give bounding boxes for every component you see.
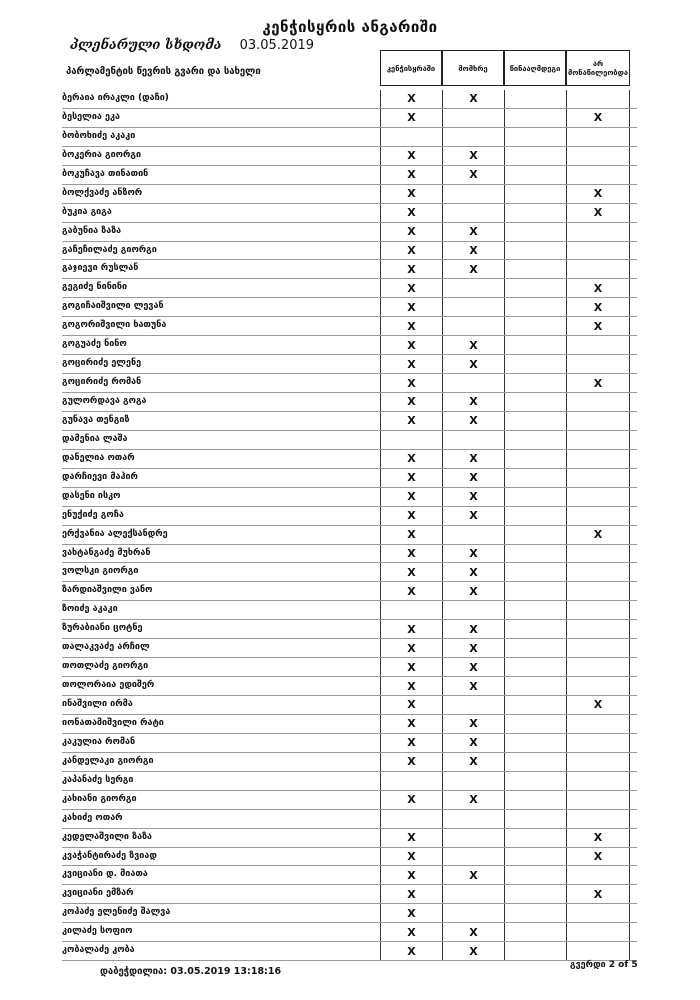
- vote-mark: X: [380, 317, 442, 335]
- vote-mark: [504, 147, 566, 165]
- member-name: გოგიჩაიშვილი ლევან: [62, 301, 164, 312]
- vote-mark: X: [442, 90, 504, 108]
- vote-mark: X: [442, 923, 504, 941]
- table-row: [62, 582, 637, 601]
- member-name: ერქვანია ალექსანდრე: [62, 528, 168, 539]
- vote-mark: [566, 147, 630, 165]
- vote-mark: [566, 715, 630, 733]
- vote-mark: X: [380, 848, 442, 866]
- vote-mark: X: [566, 526, 630, 544]
- vote-mark: X: [380, 279, 442, 297]
- vote-mark: [504, 810, 566, 828]
- session-name: პლენარული სხდომა: [70, 38, 222, 53]
- table-row: [62, 185, 637, 204]
- table-row: [62, 317, 637, 336]
- vote-mark: X: [380, 526, 442, 544]
- vote-mark: [504, 260, 566, 278]
- table-row: [62, 639, 637, 658]
- table-row: [62, 753, 637, 772]
- vote-mark: [566, 810, 630, 828]
- table-row: [62, 734, 637, 753]
- vote-mark: X: [380, 753, 442, 771]
- vote-mark: X: [380, 260, 442, 278]
- vote-mark: X: [380, 469, 442, 487]
- vote-mark: [504, 109, 566, 127]
- vote-mark: [504, 545, 566, 563]
- vote-mark: [566, 223, 630, 241]
- vote-mark: [566, 639, 630, 657]
- vote-mark: [566, 469, 630, 487]
- session-line: [70, 38, 314, 53]
- vote-mark: X: [566, 204, 630, 222]
- vote-mark: X: [380, 223, 442, 241]
- table-row: [62, 488, 637, 507]
- table-row: [62, 279, 637, 298]
- member-name: კედელაშვილი ზაზა: [62, 831, 153, 842]
- report-title: კენჭისყრის ანგარიში: [262, 18, 438, 36]
- vote-mark: [380, 431, 442, 449]
- member-name: დასენი ისკო: [62, 490, 121, 501]
- printed-info: [100, 966, 281, 977]
- vote-mark: X: [380, 829, 442, 847]
- vote-mark: [442, 696, 504, 714]
- vote-mark: X: [380, 885, 442, 903]
- vote-mark: X: [566, 279, 630, 297]
- table-row: [62, 336, 637, 355]
- vote-mark: X: [442, 242, 504, 260]
- vote-mark: [504, 317, 566, 335]
- vote-mark: X: [380, 412, 442, 430]
- vote-mark: X: [566, 109, 630, 127]
- vote-mark: [380, 810, 442, 828]
- vote-mark: [504, 658, 566, 676]
- vote-mark: X: [380, 204, 442, 222]
- vote-mark: [504, 166, 566, 184]
- vote-mark: X: [380, 696, 442, 714]
- member-name: კაკულია რომან: [62, 736, 136, 747]
- vote-mark: [442, 431, 504, 449]
- table-row: [62, 298, 637, 317]
- vote-mark: X: [442, 336, 504, 354]
- session-date: 03.05.2019: [239, 38, 315, 53]
- vote-mark: X: [380, 904, 442, 922]
- vote-mark: X: [442, 866, 504, 884]
- vote-mark: [504, 242, 566, 260]
- vote-mark: [504, 412, 566, 430]
- member-name: კახიძე ოთარ: [62, 812, 123, 823]
- table-row: [62, 696, 637, 715]
- member-name: ბოკუჩავა თინათინ: [62, 168, 149, 179]
- vote-mark: [504, 696, 566, 714]
- vote-mark: X: [380, 147, 442, 165]
- vote-mark: [504, 336, 566, 354]
- vote-mark: X: [442, 450, 504, 468]
- vote-mark: X: [380, 563, 442, 581]
- member-name: კახიანი გიორგი: [62, 793, 137, 804]
- table-row: [62, 204, 637, 223]
- table-row: [62, 90, 637, 109]
- vote-mark: X: [380, 734, 442, 752]
- table-row: [62, 147, 637, 166]
- vote-mark: [504, 128, 566, 146]
- vote-mark: [566, 772, 630, 790]
- vote-mark: [442, 128, 504, 146]
- vote-mark: X: [380, 374, 442, 392]
- member-name: დამენია ლაშა: [62, 433, 128, 444]
- page-number: გვერდი 2 of 5: [570, 960, 638, 970]
- vote-mark: X: [380, 791, 442, 809]
- member-name: ზარდიაშვილი ვანო: [62, 585, 153, 596]
- member-name: გაბუნია ზაზა: [62, 225, 122, 236]
- vote-mark: X: [442, 260, 504, 278]
- vote-mark: X: [442, 507, 504, 525]
- member-name: დანელია ოთარ: [62, 452, 135, 463]
- vote-mark: [442, 204, 504, 222]
- vote-mark: [504, 90, 566, 108]
- vote-mark: [566, 620, 630, 638]
- printed-label: დაბეჭდილია:: [100, 966, 168, 977]
- vote-mark: [442, 109, 504, 127]
- vote-mark: [442, 772, 504, 790]
- vote-mark: [504, 753, 566, 771]
- vote-mark: X: [380, 109, 442, 127]
- vote-mark: [566, 658, 630, 676]
- vote-mark: [442, 848, 504, 866]
- vote-mark: [566, 904, 630, 922]
- vote-mark: X: [442, 147, 504, 165]
- vote-mark: [504, 601, 566, 619]
- member-name: ბერაია ირაკლი (დაჩი): [62, 93, 169, 103]
- member-name: კვიციანი დ. მიათა: [62, 869, 148, 880]
- table-row: [62, 223, 637, 242]
- vote-mark: X: [442, 942, 504, 960]
- vote-mark: [566, 90, 630, 108]
- vote-mark: X: [380, 185, 442, 203]
- column-header-for: მომხრე: [442, 50, 504, 86]
- name-column-header: პარლამენტის წევრის გვარი და სახელი: [66, 66, 261, 77]
- table-row: [62, 563, 637, 582]
- vote-mark: [566, 753, 630, 771]
- table-row: [62, 904, 637, 923]
- vote-mark: [566, 450, 630, 468]
- vote-mark: X: [380, 582, 442, 600]
- vote-mark: X: [566, 185, 630, 203]
- table-row: [62, 715, 637, 734]
- vote-mark: [380, 772, 442, 790]
- vote-mark: [566, 582, 630, 600]
- member-name: ბოლქვაძე ანზორ: [62, 187, 143, 198]
- vote-mark: [566, 166, 630, 184]
- member-name: გუნავა თენგიზ: [62, 414, 130, 425]
- vote-mark: X: [380, 242, 442, 260]
- member-name: ბუკია გიგა: [62, 206, 112, 217]
- vote-mark: [566, 563, 630, 581]
- vote-mark: X: [442, 753, 504, 771]
- vote-mark: [566, 601, 630, 619]
- member-name: გოცირიძე რომან: [62, 377, 142, 388]
- vote-mark: X: [442, 658, 504, 676]
- vote-mark: [504, 450, 566, 468]
- vote-mark: [504, 942, 566, 960]
- vote-mark: [566, 431, 630, 449]
- member-name: კვაჭანტირაძე ზვიად: [62, 850, 157, 861]
- table-row: [62, 772, 637, 791]
- vote-mark: [504, 223, 566, 241]
- vote-mark: [504, 677, 566, 695]
- vote-mark: X: [380, 298, 442, 316]
- table-row: [62, 658, 637, 677]
- vote-mark: [504, 374, 566, 392]
- vote-table: [62, 90, 637, 961]
- vote-mark: X: [566, 298, 630, 316]
- vote-mark: [566, 923, 630, 941]
- table-row: [62, 260, 637, 279]
- vote-mark: X: [380, 488, 442, 506]
- table-row: [62, 431, 637, 450]
- vote-mark: [442, 904, 504, 922]
- vote-mark: X: [442, 355, 504, 373]
- column-header-against: წინააღმდეგი: [504, 50, 566, 86]
- vote-mark: [566, 545, 630, 563]
- vote-mark: [504, 469, 566, 487]
- vote-mark: X: [380, 942, 442, 960]
- table-row: [62, 393, 637, 412]
- member-name: თოთლაძე გიორგი: [62, 661, 149, 672]
- table-row: [62, 866, 637, 885]
- vote-mark: X: [380, 620, 442, 638]
- vote-mark: [504, 488, 566, 506]
- vote-mark: X: [442, 545, 504, 563]
- vote-mark: X: [442, 715, 504, 733]
- vote-mark: X: [442, 677, 504, 695]
- vote-mark: X: [380, 923, 442, 941]
- vote-mark: [442, 185, 504, 203]
- vote-mark: X: [380, 715, 442, 733]
- vote-mark: [566, 336, 630, 354]
- member-name: გულორდავა გოგა: [62, 396, 147, 406]
- table-row: [62, 545, 637, 564]
- vote-mark: [442, 526, 504, 544]
- member-name: ბობოხიძე აკაკი: [62, 130, 136, 141]
- member-name: კილაძე სოფიო: [62, 926, 133, 937]
- vote-mark: [566, 412, 630, 430]
- vote-mark: [504, 639, 566, 657]
- vote-mark: X: [442, 412, 504, 430]
- table-row: [62, 923, 637, 942]
- vote-mark: X: [566, 885, 630, 903]
- vote-mark: [566, 507, 630, 525]
- vote-mark: [504, 185, 566, 203]
- vote-mark: X: [380, 507, 442, 525]
- vote-mark: X: [442, 393, 504, 411]
- member-name: კანდელაკი გიორგი: [62, 755, 154, 766]
- vote-mark: [504, 734, 566, 752]
- table-row: [62, 601, 637, 620]
- vote-mark: [504, 866, 566, 884]
- vote-mark: X: [442, 734, 504, 752]
- vote-mark: [504, 279, 566, 297]
- vote-mark: [504, 904, 566, 922]
- member-name: კობალაძე კობა: [62, 945, 135, 956]
- table-row: [62, 109, 637, 128]
- member-name: თოლორაია ედიშერ: [62, 680, 155, 691]
- vote-mark: [504, 582, 566, 600]
- vote-mark: X: [442, 469, 504, 487]
- vote-mark: X: [380, 336, 442, 354]
- vote-mark: X: [380, 90, 442, 108]
- table-row: [62, 450, 637, 469]
- vote-mark: X: [380, 393, 442, 411]
- vote-mark: [566, 393, 630, 411]
- table-row: [62, 848, 637, 867]
- vote-mark: [380, 601, 442, 619]
- vote-mark: [504, 355, 566, 373]
- table-row: [62, 677, 637, 696]
- vote-mark: [504, 393, 566, 411]
- vote-mark: X: [566, 829, 630, 847]
- member-name: ზურაბიანი ცოტნე: [62, 623, 143, 634]
- vote-mark: [504, 507, 566, 525]
- member-name: თალაკვაძე არჩილ: [62, 642, 150, 653]
- member-name: ენუქიძე გოჩა: [62, 509, 124, 520]
- vote-mark: [442, 317, 504, 335]
- vote-mark: X: [442, 582, 504, 600]
- vote-mark: [504, 715, 566, 733]
- table-row: [62, 526, 637, 545]
- vote-mark: X: [442, 563, 504, 581]
- table-row: [62, 620, 637, 639]
- member-name: გაჯიევი რუსლან: [62, 263, 139, 274]
- vote-mark: [504, 563, 566, 581]
- member-name: გოგუაძე ნინო: [62, 339, 127, 350]
- table-row: [62, 166, 637, 185]
- vote-mark: X: [566, 848, 630, 866]
- table-row: [62, 242, 637, 261]
- vote-mark: [566, 355, 630, 373]
- vote-mark: X: [380, 166, 442, 184]
- vote-mark: [442, 885, 504, 903]
- vote-mark: [504, 431, 566, 449]
- vote-mark: [504, 298, 566, 316]
- vote-mark: [566, 488, 630, 506]
- vote-mark: [504, 526, 566, 544]
- table-row: [62, 829, 637, 848]
- vote-mark: [442, 279, 504, 297]
- member-name: გოცირიძე ელენე: [62, 358, 142, 369]
- member-name: იონათამიშვილი რატი: [62, 717, 164, 728]
- vote-mark: X: [380, 545, 442, 563]
- vote-mark: [566, 242, 630, 260]
- column-header-abstained: არ მონაწილეობდა: [566, 50, 630, 86]
- member-name: ბესელია ეკა: [62, 111, 121, 122]
- vote-mark: X: [442, 166, 504, 184]
- table-row: [62, 374, 637, 393]
- vote-mark: [566, 791, 630, 809]
- member-name: ვოლსკი გიორგი: [62, 566, 139, 577]
- member-name: ინაშვილი ირმა: [62, 699, 133, 709]
- vote-mark: [566, 734, 630, 752]
- member-name: ვახტანგაძე მუხრან: [62, 547, 151, 558]
- vote-mark: [442, 601, 504, 619]
- vote-mark: [504, 772, 566, 790]
- table-row: [62, 412, 637, 431]
- vote-mark: [380, 128, 442, 146]
- vote-mark: [566, 866, 630, 884]
- vote-mark: [504, 829, 566, 847]
- vote-mark: X: [566, 374, 630, 392]
- member-name: კვიციანი ემზარ: [62, 888, 134, 899]
- vote-mark: [442, 374, 504, 392]
- vote-mark: X: [442, 791, 504, 809]
- table-row: [62, 128, 637, 147]
- table-row: [62, 507, 637, 526]
- member-name: გეგიძე ნინინი: [62, 282, 128, 293]
- vote-mark: [566, 260, 630, 278]
- table-row: [62, 810, 637, 829]
- vote-mark: X: [566, 317, 630, 335]
- table-row: [62, 355, 637, 374]
- vote-mark: [566, 128, 630, 146]
- vote-mark: [504, 885, 566, 903]
- member-name: გაჩეჩილაძე გიორგი: [62, 244, 157, 255]
- table-row: [62, 469, 637, 488]
- column-header-voted: კენჭისყრაში: [380, 50, 442, 86]
- table-row: [62, 942, 637, 961]
- table-row: [62, 885, 637, 904]
- vote-mark: [504, 848, 566, 866]
- vote-mark: X: [442, 488, 504, 506]
- member-name: კაპანაძე სერგი: [62, 774, 134, 785]
- vote-mark: X: [380, 450, 442, 468]
- vote-mark: X: [380, 677, 442, 695]
- vote-mark: [504, 620, 566, 638]
- vote-mark: X: [380, 866, 442, 884]
- vote-mark: [566, 942, 630, 960]
- vote-mark: X: [442, 639, 504, 657]
- member-name: ზოიძე აკაკი: [62, 604, 118, 615]
- vote-mark: X: [442, 620, 504, 638]
- table-row: [62, 791, 637, 810]
- member-name: გოგორიშვილი ხათუნა: [62, 320, 167, 331]
- vote-mark: [566, 677, 630, 695]
- vote-mark: X: [380, 639, 442, 657]
- vote-mark: [442, 810, 504, 828]
- vote-mark: [442, 829, 504, 847]
- member-name: ბოკერია გიორგი: [62, 149, 142, 160]
- member-name: კოპაძე ელენიძე შალვა: [62, 907, 171, 918]
- member-name: დარჩიევი მაჰირ: [62, 471, 138, 482]
- vote-mark: X: [442, 223, 504, 241]
- vote-mark: X: [380, 355, 442, 373]
- vote-mark: X: [380, 658, 442, 676]
- vote-mark: [504, 204, 566, 222]
- vote-mark: [504, 923, 566, 941]
- printed-value: 03.05.2019 13:18:16: [170, 966, 282, 977]
- vote-mark: [442, 298, 504, 316]
- vote-mark: X: [566, 696, 630, 714]
- vote-mark: [504, 791, 566, 809]
